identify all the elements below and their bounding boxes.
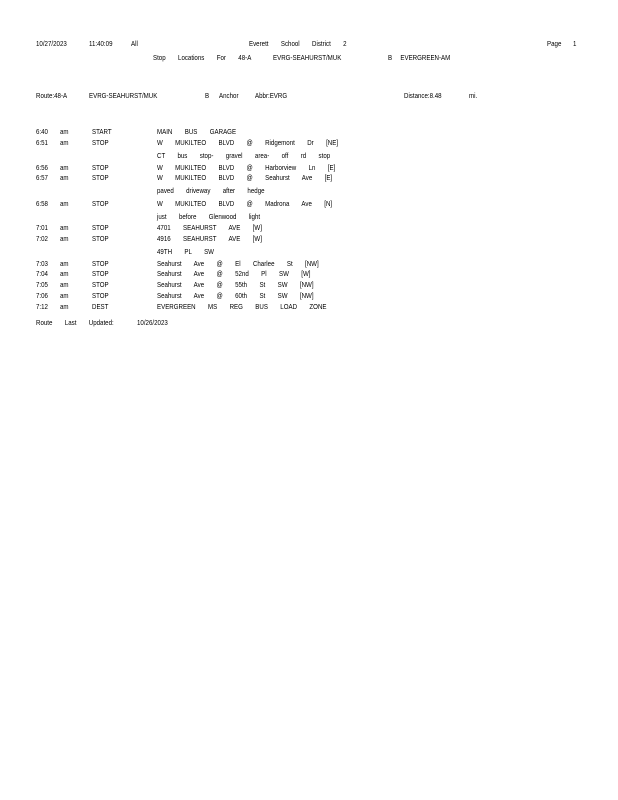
stop-location: W MUKILTEO BLVD @ Seahurst Ave [E]: [157, 173, 333, 182]
report-time: 11:40:09: [89, 39, 113, 48]
stop-time: 7:05: [36, 280, 48, 289]
stop-location: W MUKILTEO BLVD @ Ridgemont Dr [NE]: [157, 138, 339, 147]
last-updated-label: Route Last Updated:: [36, 318, 114, 327]
route-number: Route:48-A: [36, 91, 68, 100]
stop-time: 7:12: [36, 302, 48, 311]
report-date: 10/27/2023: [36, 39, 67, 48]
stop-type: STOP: [92, 291, 109, 300]
district-name: Everett School District 2: [249, 39, 347, 48]
stop-time: 7:01: [36, 223, 48, 232]
stop-type: STOP: [92, 138, 109, 147]
stop-ampm: am: [60, 163, 69, 172]
distance-unit: mi.: [469, 91, 478, 100]
report-direction-school: B EVERGREEN-AM: [388, 53, 451, 62]
stop-time: 6:57: [36, 173, 48, 182]
stop-time: 7:02: [36, 234, 48, 243]
stop-type: STOP: [92, 269, 109, 278]
stop-time: 7:04: [36, 269, 48, 278]
stop-type: STOP: [92, 223, 109, 232]
page-number: 1: [573, 39, 577, 48]
stop-type: STOP: [92, 163, 109, 172]
stop-location: 4701 SEAHURST AVE [W]: [157, 223, 262, 232]
last-updated-date: 10/26/2023: [137, 318, 168, 327]
stop-location: W MUKILTEO BLVD @ Madrona Ave [N]: [157, 199, 333, 208]
stop-note: just before Glenwood light: [157, 212, 261, 221]
stop-location: W MUKILTEO BLVD @ Harborview Ln [E]: [157, 163, 336, 172]
stop-time: 7:03: [36, 259, 48, 268]
page-label: Page: [547, 39, 562, 48]
stop-ampm: am: [60, 280, 69, 289]
report-route-name: EVRG-SEAHURST/MUK: [273, 53, 342, 62]
stop-location: 4916 SEAHURST AVE [W]: [157, 234, 262, 243]
stop-note: paved driveway after hedge: [157, 186, 265, 195]
stop-location: Seahurst Ave @ El Charlee St [NW]: [157, 259, 319, 268]
route-name: EVRG-SEAHURST/MUK: [89, 91, 158, 100]
stop-ampm: am: [60, 223, 69, 232]
route-abbr: Abbr:EVRG: [255, 91, 288, 100]
report-title: Stop Locations For 48-A: [153, 53, 252, 62]
stop-ampm: am: [60, 199, 69, 208]
stop-ampm: am: [60, 173, 69, 182]
stop-ampm: am: [60, 259, 69, 268]
stop-note: 49TH PL SW: [157, 247, 214, 256]
stop-location: EVERGREEN MS REG BUS LOAD ZONE: [157, 302, 327, 311]
stop-location: Seahurst Ave @ 55th St SW [NW]: [157, 280, 314, 289]
stop-ampm: am: [60, 234, 69, 243]
stop-ampm: am: [60, 269, 69, 278]
stop-type: STOP: [92, 199, 109, 208]
stop-ampm: am: [60, 302, 69, 311]
stop-location: Seahurst Ave @ 52nd Pl SW [W]: [157, 269, 311, 278]
anchor-code: B: [205, 91, 210, 100]
stop-ampm: am: [60, 291, 69, 300]
stop-time: 6:40: [36, 127, 48, 136]
stop-location: Seahurst Ave @ 60th St SW [NW]: [157, 291, 314, 300]
stop-type: STOP: [92, 234, 109, 243]
stop-type: DEST: [92, 302, 109, 311]
stop-time: 6:56: [36, 163, 48, 172]
route-distance: Distance:8.48: [404, 91, 442, 100]
stop-ampm: am: [60, 138, 69, 147]
stop-time: 6:51: [36, 138, 48, 147]
stop-type: START: [92, 127, 112, 136]
stop-time: 7:06: [36, 291, 48, 300]
anchor-label: Anchor: [219, 91, 239, 100]
stop-time: 6:58: [36, 199, 48, 208]
stop-type: STOP: [92, 259, 109, 268]
stop-type: STOP: [92, 280, 109, 289]
report-scope: All: [131, 39, 138, 48]
stop-location: MAIN BUS GARAGE: [157, 127, 237, 136]
stop-note: CT bus stop- gravel area- off rd stop: [157, 151, 331, 160]
stop-type: STOP: [92, 173, 109, 182]
stop-ampm: am: [60, 127, 69, 136]
